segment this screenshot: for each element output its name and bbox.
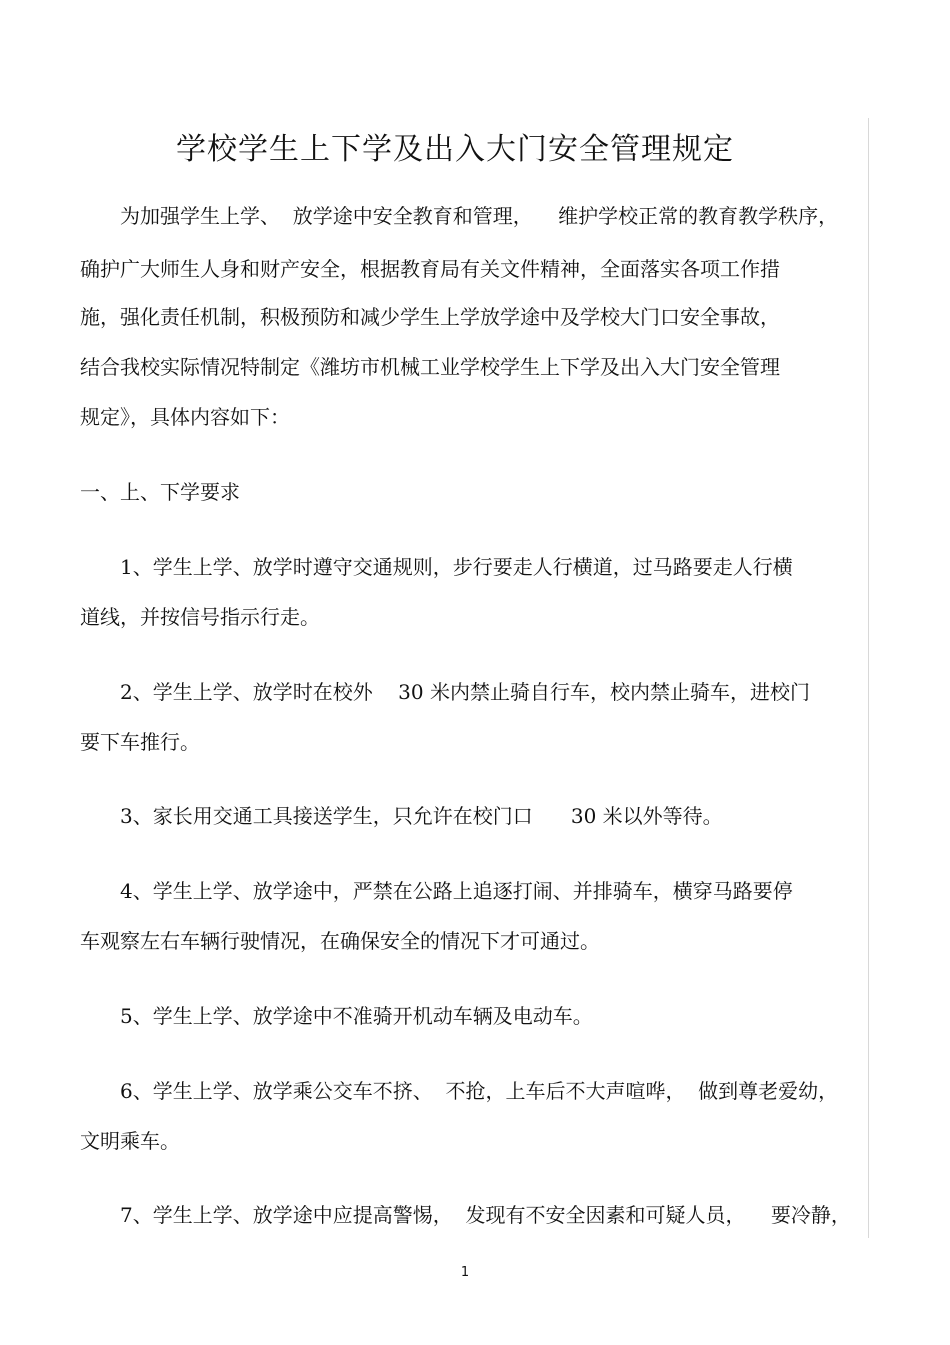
list-item-line: 要下车推行。 xyxy=(80,730,200,754)
intro-line: 规定》，具体内容如下： xyxy=(80,405,290,429)
list-item-line: 2、学生上学、放学时在校外 30 米内禁止骑自行车，校内禁止骑车，进校门 xyxy=(120,680,810,704)
list-item-line: 4、学生上学、放学途中，严禁在公路上追逐打闹、并排骑车，横穿马路要停 xyxy=(120,879,793,903)
intro-line: 结合我校实际情况特制定《潍坊市机械工业学校学生上下学及出入大门安全管理 xyxy=(80,355,780,379)
intro-line: 确护广大师生人身和财产安全，根据教育局有关文件精神，全面落实各项工作措 xyxy=(80,257,780,281)
list-item-line: 5、学生上学、放学途中不准骑开机动车辆及电动车。 xyxy=(120,1004,593,1028)
list-item-line: 3、家长用交通工具接送学生，只允许在校门口 30 米以外等待。 xyxy=(120,804,723,828)
intro-line: 为加强学生上学、 放学途中安全教育和管理， 维护学校正常的教育教学秩序， xyxy=(120,204,839,228)
list-item-line: 道线，并按信号指示行走。 xyxy=(80,605,320,629)
section-heading: 一、上、下学要求 xyxy=(80,480,240,504)
page-number: 1 xyxy=(460,1265,470,1280)
list-item-line: 1、学生上学、放学时遵守交通规则，步行要走人行横道，过马路要走人行横 xyxy=(120,555,793,579)
list-item-line: 7、学生上学、放学途中应提高警惕， 发现有不安全因素和可疑人员， 要冷静， xyxy=(120,1203,851,1227)
document-title: 学校学生上下学及出入大门安全管理规定 xyxy=(176,132,734,167)
list-item-line: 6、学生上学、放学乘公交车不挤、 不抢，上车后不大声喧哗， 做到尊老爱幼， xyxy=(120,1079,839,1103)
intro-line: 施，强化责任机制，积极预防和减少学生上学放学途中及学校大门口安全事故， xyxy=(80,305,780,329)
page-edge-rule xyxy=(868,118,869,1238)
list-item-line: 文明乘车。 xyxy=(80,1129,180,1153)
list-item-line: 车观察左右车辆行驶情况，在确保安全的情况下才可通过。 xyxy=(80,929,600,953)
